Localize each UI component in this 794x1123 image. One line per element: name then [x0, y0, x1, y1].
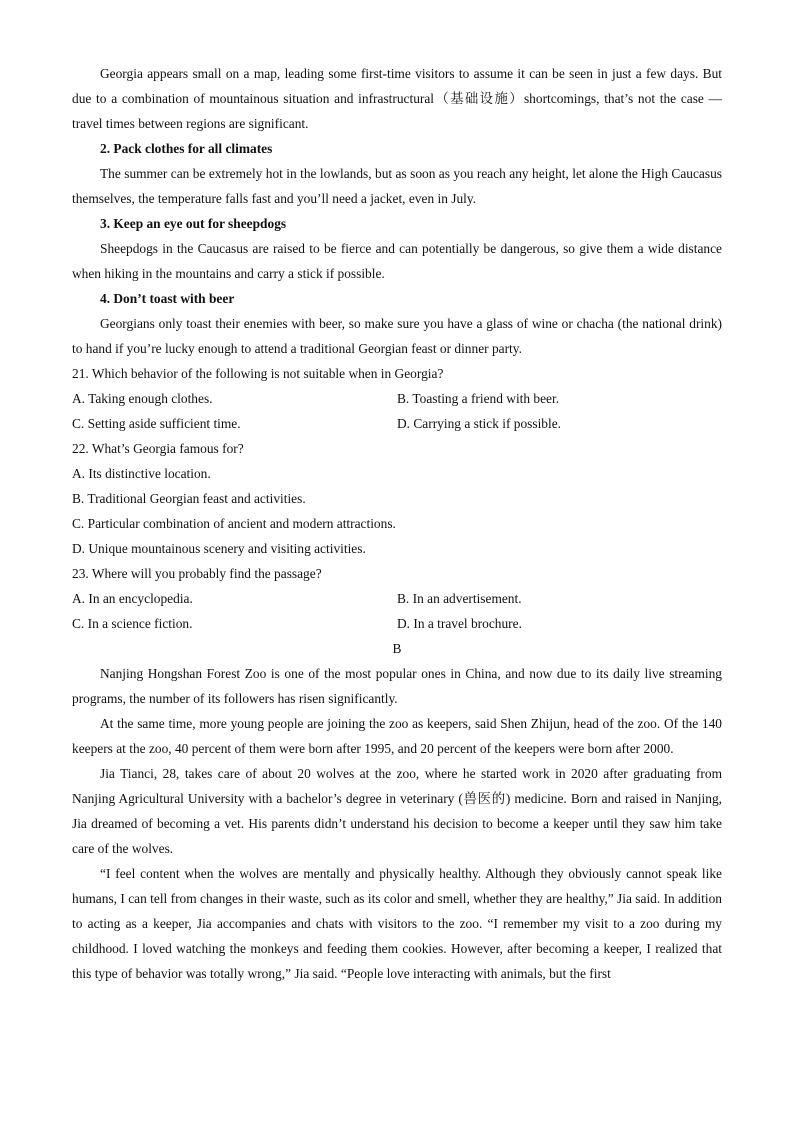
- tip-body-4: Georgians only toast their enemies with beer, so make sure you have a glass of wine or chacha (the national drink) to hand if you’re lucky enough to attend a traditional Georgian feast or dinner party.: [72, 316, 722, 356]
- question-23-option-a: A. In an encyclopedia.: [72, 591, 193, 606]
- tip-heading-2: 2. Pack clothes for all climates: [100, 141, 273, 156]
- question-21-option-a: A. Taking enough clothes.: [72, 391, 213, 406]
- tip-heading-4: 4. Don’t toast with beer: [100, 291, 235, 306]
- question-23-options-row-1: [72, 586, 722, 611]
- question-23-stem: 23. Where will you probably find the passage?: [72, 566, 322, 581]
- passage-a-intro: Georgia appears small on a map, leading some first-time visitors to assume it can be seen in just a few days. But due to a combination of mountainous situation and infrastructural（基础设施）shortcomings, that’s not the case — travel times between regions are significant.: [72, 66, 722, 131]
- question-21-options-row-2: [72, 411, 722, 436]
- question-22-option-d: D. Unique mountainous scenery and visiting activities.: [72, 541, 366, 556]
- question-21-options-row-1: [72, 386, 722, 411]
- question-22-option-b: B. Traditional Georgian feast and activities.: [72, 491, 306, 506]
- question-23-option-c: C. In a science fiction.: [72, 616, 193, 631]
- question-23-option-d: D. In a travel brochure.: [397, 616, 522, 631]
- tip-body-2: The summer can be extremely hot in the lowlands, but as soon as you reach any height, let alone the High Caucasus themselves, the temperature falls fast and you’ll need a jacket, even in July.: [72, 166, 722, 206]
- document-page: [72, 61, 722, 986]
- passage-b-paragraph-1: Nanjing Hongshan Forest Zoo is one of the most popular ones in China, and now due to its daily live streaming programs, the number of its followers has risen significantly.: [72, 666, 722, 706]
- tip-heading-3: 3. Keep an eye out for sheepdogs: [100, 216, 287, 231]
- question-23-options-row-2: [72, 611, 722, 636]
- section-label-b: B: [392, 641, 402, 656]
- passage-b-paragraph-2: At the same time, more young people are joining the zoo as keepers, said Shen Zhijun, head of the zoo. Of the 140 keepers at the zoo, 40 percent of them were born after 1995, and 20 percent of the keepers were born after 2000.: [72, 716, 722, 756]
- question-22-option-c: C. Particular combination of ancient and modern attractions.: [72, 516, 396, 531]
- question-21-stem: 21. Which behavior of the following is not suitable when in Georgia?: [72, 366, 444, 381]
- question-22-stem: 22. What’s Georgia famous for?: [72, 441, 244, 456]
- passage-b-paragraph-4: “I feel content when the wolves are mentally and physically healthy. Although they obviously cannot speak like humans, I can tell from changes in their waste, such as its color and smell, whether they are healthy,” Jia said. In addition to acting as a keeper, Jia accompanies and chats with visitors to the zoo. “I remember my visit to a zoo during my childhood. I loved watching the monkeys and feeding them cookies. However, after becoming a keeper, I realized that this type of behavior was totally wrong,” Jia said. “People love interacting with animals, but the first: [72, 866, 722, 981]
- question-21-option-c: C. Setting aside sufficient time.: [72, 416, 241, 431]
- question-21-option-b: B. Toasting a friend with beer.: [397, 391, 560, 406]
- question-23-option-b: B. In an advertisement.: [397, 591, 522, 606]
- question-22-option-a: A. Its distinctive location.: [72, 466, 211, 481]
- question-21-option-d: D. Carrying a stick if possible.: [397, 416, 562, 431]
- passage-b-paragraph-3: Jia Tianci, 28, takes care of about 20 wolves at the zoo, where he started work in 2020 after graduating from Nanjing Agricultural University with a bachelor’s degree in veterinary (兽医的) medicine. Born and raised in Nanjing, Jia dreamed of becoming a vet. His parents didn’t understand his decision to become a keeper until they saw him take care of the wolves.: [72, 766, 722, 856]
- tip-body-3: Sheepdogs in the Caucasus are raised to be fierce and can potentially be dangerous, so give them a wide distance when hiking in the mountains and carry a stick if possible.: [72, 241, 722, 281]
